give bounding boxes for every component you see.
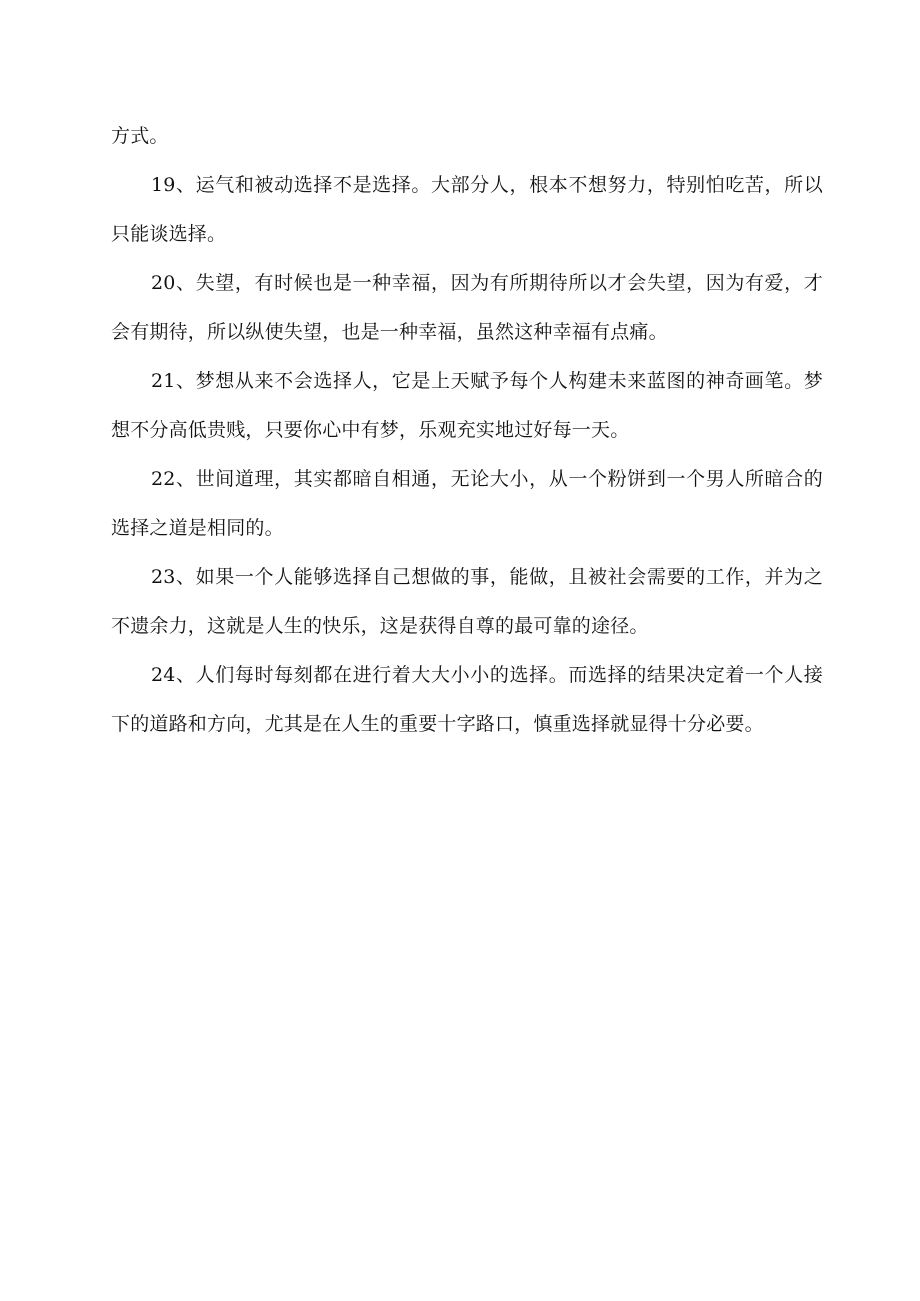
paragraph-24: 24、人们每时每刻都在进行着大大小小的选择。而选择的结果决定着一个人接下的道路和方向，尤其是在人生的重要十字路口，慎重选择就显得十分必要。 — [111, 664, 823, 735]
paragraph-20: 20、失望，有时候也是一种幸福，因为有所期待所以才会失望，因为有爱，才会有期待，所以纵使失望，也是一种幸福，虽然这种幸福有点痛。 — [111, 272, 823, 343]
paragraph-21: 21、梦想从来不会选择人，它是上天赋予每个人构建未来蓝图的神奇画笔。梦想不分高低贵贱，只要你心中有梦，乐观充实地过好每一天。 — [111, 370, 823, 441]
document-body — [111, 112, 823, 749]
paragraph-23: 23、如果一个人能够选择自己想做的事，能做，且被社会需要的工作，并为之不遗余力，这就是人生的快乐，这是获得自尊的最可靠的途径。 — [111, 566, 823, 637]
paragraph-19: 19、运气和被动选择不是选择。大部分人，根本不想努力，特别怕吃苦，所以只能谈选择。 — [111, 174, 823, 245]
paragraph-22: 22、世间道理，其实都暗自相通，无论大小，从一个粉饼到一个男人所暗合的选择之道是相同的。 — [111, 468, 823, 539]
paragraph-18-tail: 方式。 — [111, 125, 169, 147]
